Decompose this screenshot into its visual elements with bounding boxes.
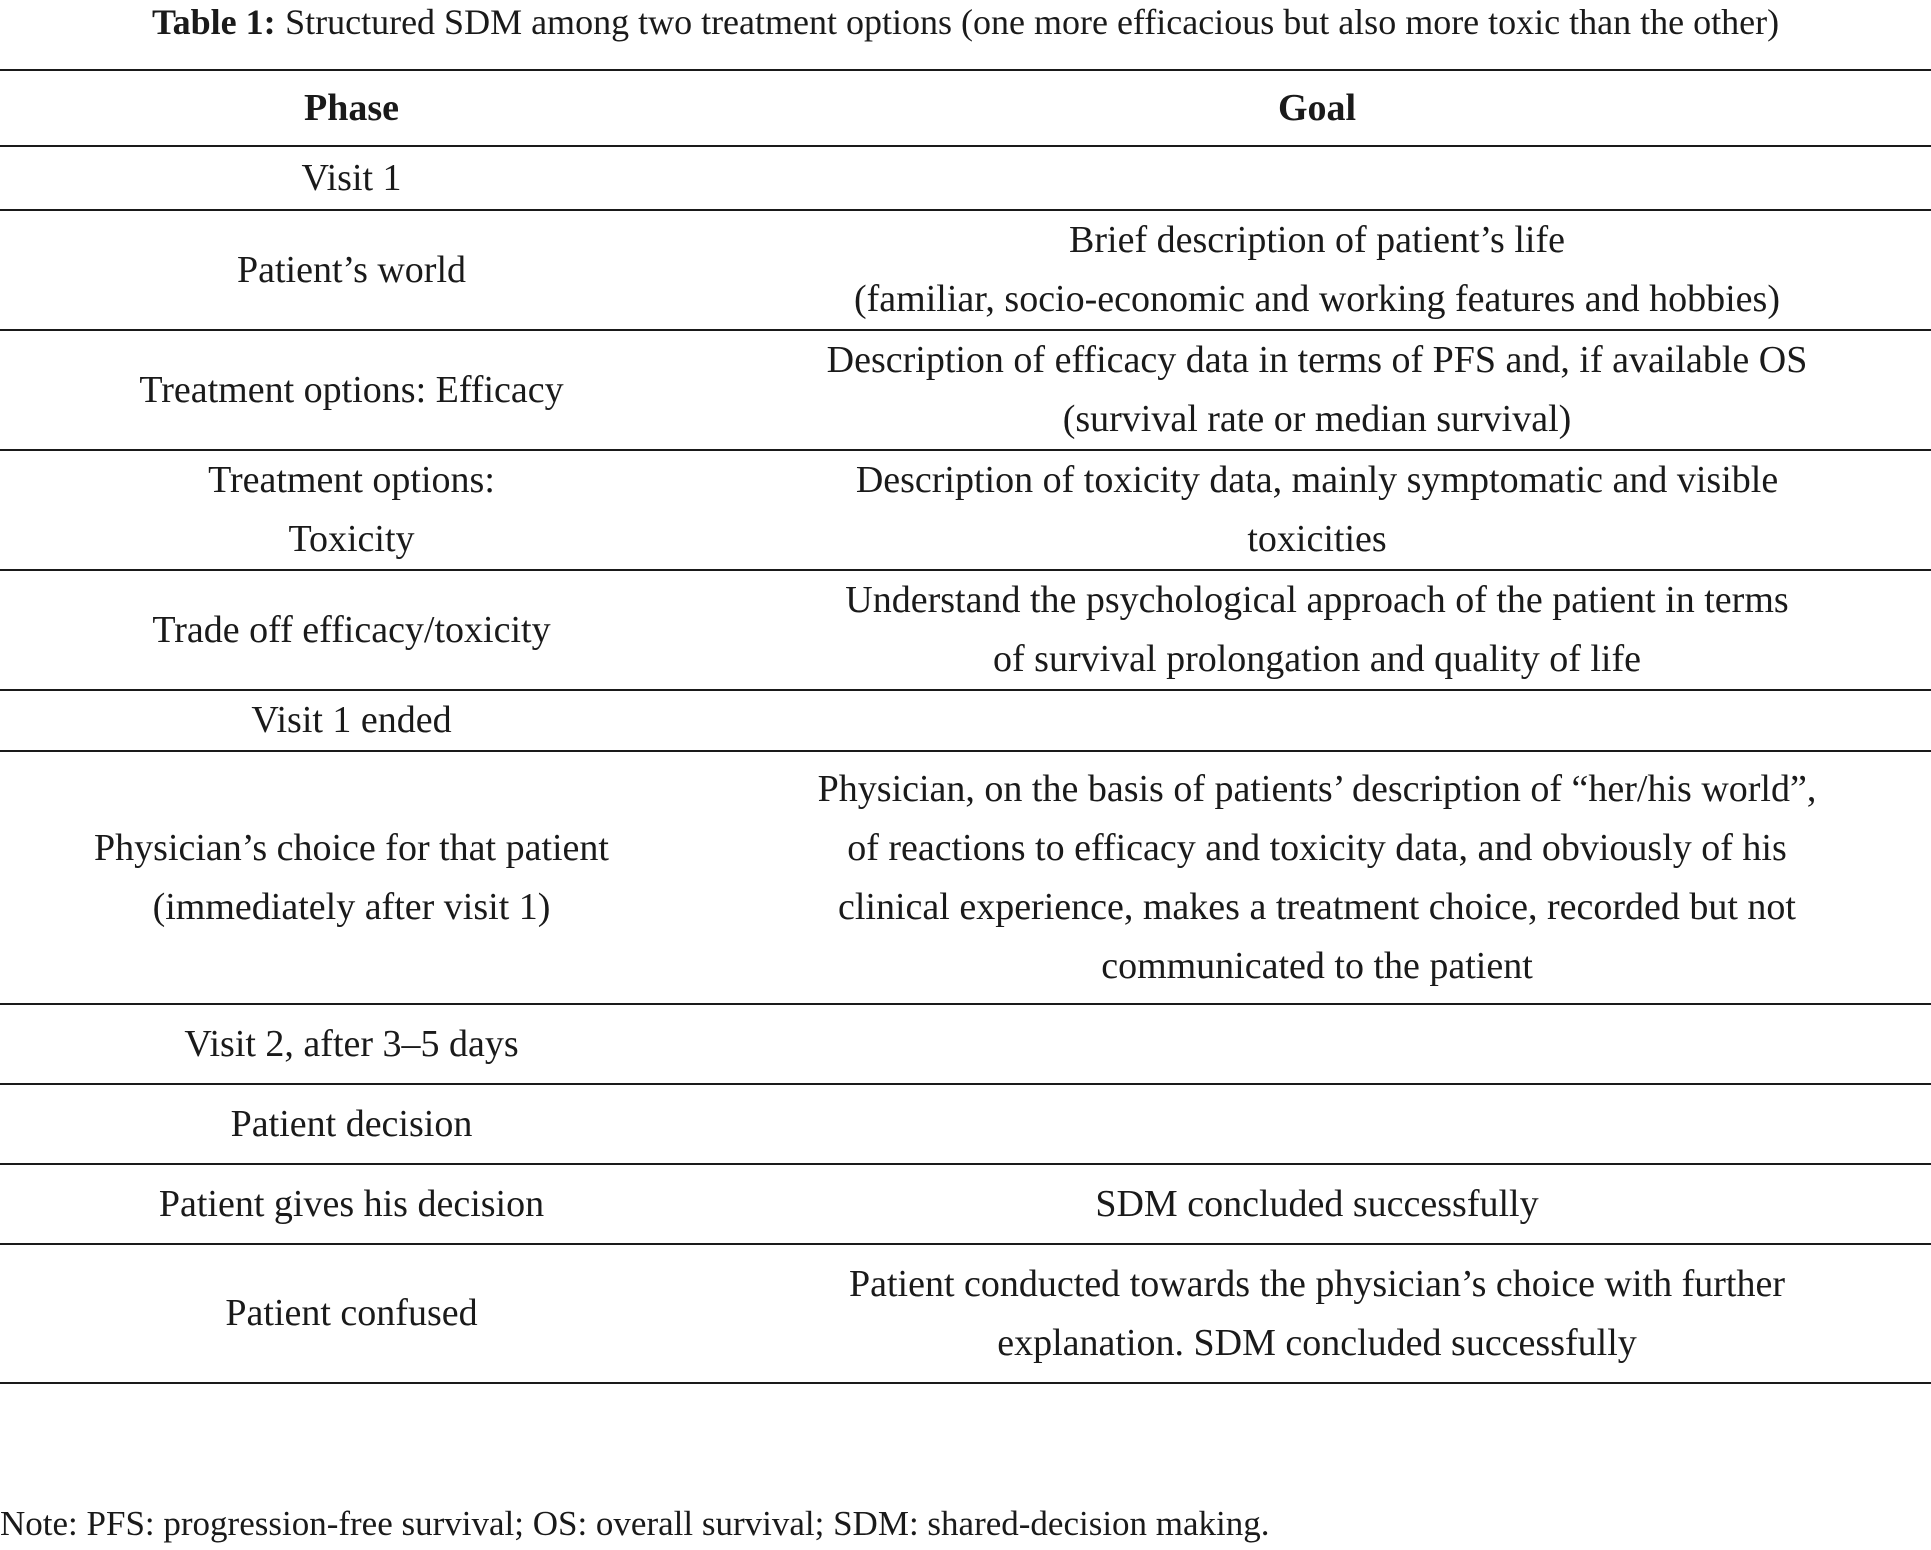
sdm-table — [0, 69, 1931, 1384]
table-row — [0, 450, 1931, 570]
phase-cell: Treatment options: Toxicity — [0, 450, 703, 570]
goal-cell: Patient conducted towards the physician’s choice with further explanation. SDM concluded successfully — [703, 1244, 1931, 1383]
table-caption — [0, 2, 1931, 43]
phase-cell: Treatment options: Efficacy — [0, 330, 703, 450]
table-row — [0, 1164, 1931, 1244]
phase-cell: Trade off efficacy/toxicity — [0, 570, 703, 690]
table-header-row — [0, 70, 1931, 146]
table-caption-text: Structured SDM among two treatment options (one more efficacious but also more toxic than the other) — [285, 2, 1780, 42]
table-row — [0, 1084, 1931, 1164]
header-phase: Phase — [0, 70, 703, 146]
table-row — [0, 146, 1931, 210]
phase-cell: Visit 2, after 3–5 days — [0, 1004, 703, 1084]
goal-cell: Brief description of patient’s life (familiar, socio-economic and working features and hobbies) — [703, 210, 1931, 330]
goal-cell: SDM concluded successfully — [703, 1164, 1931, 1244]
phase-cell: Patient’s world — [0, 210, 703, 330]
table-caption-label: Table 1: — [151, 2, 276, 42]
table-row — [0, 1244, 1931, 1383]
table-row — [0, 690, 1931, 751]
phase-cell: Visit 1 — [0, 146, 703, 210]
goal-cell: Description of toxicity data, mainly symptomatic and visible toxicities — [703, 450, 1931, 570]
table-row — [0, 751, 1931, 1004]
phase-cell: Patient decision — [0, 1084, 703, 1164]
goal-cell — [703, 1004, 1931, 1084]
goal-cell: Physician, on the basis of patients’ description of “her/his world”, of reactions to efficacy and toxicity data, and obviously of his clinical experience, makes a treatment choice, recorded but not communicated to the patient — [703, 751, 1931, 1004]
phase-cell: Patient gives his decision — [0, 1164, 703, 1244]
phase-cell: Patient confused — [0, 1244, 703, 1383]
goal-cell — [703, 690, 1931, 751]
goal-cell: Understand the psychological approach of the patient in terms of survival prolongation and quality of life — [703, 570, 1931, 690]
goal-cell — [703, 146, 1931, 210]
table-row — [0, 1004, 1931, 1084]
table-row — [0, 210, 1931, 330]
goal-cell — [703, 1084, 1931, 1164]
table-row — [0, 330, 1931, 450]
table-note: Note: PFS: progression-free survival; OS: overall survival; SDM: shared-decision making. — [0, 1504, 1270, 1543]
goal-cell: Description of efficacy data in terms of PFS and, if available OS (survival rate or median survival) — [703, 330, 1931, 450]
phase-cell: Visit 1 ended — [0, 690, 703, 751]
table-row — [0, 570, 1931, 690]
header-goal: Goal — [703, 70, 1931, 146]
phase-cell: Physician’s choice for that patient (immediately after visit 1) — [0, 751, 703, 1004]
